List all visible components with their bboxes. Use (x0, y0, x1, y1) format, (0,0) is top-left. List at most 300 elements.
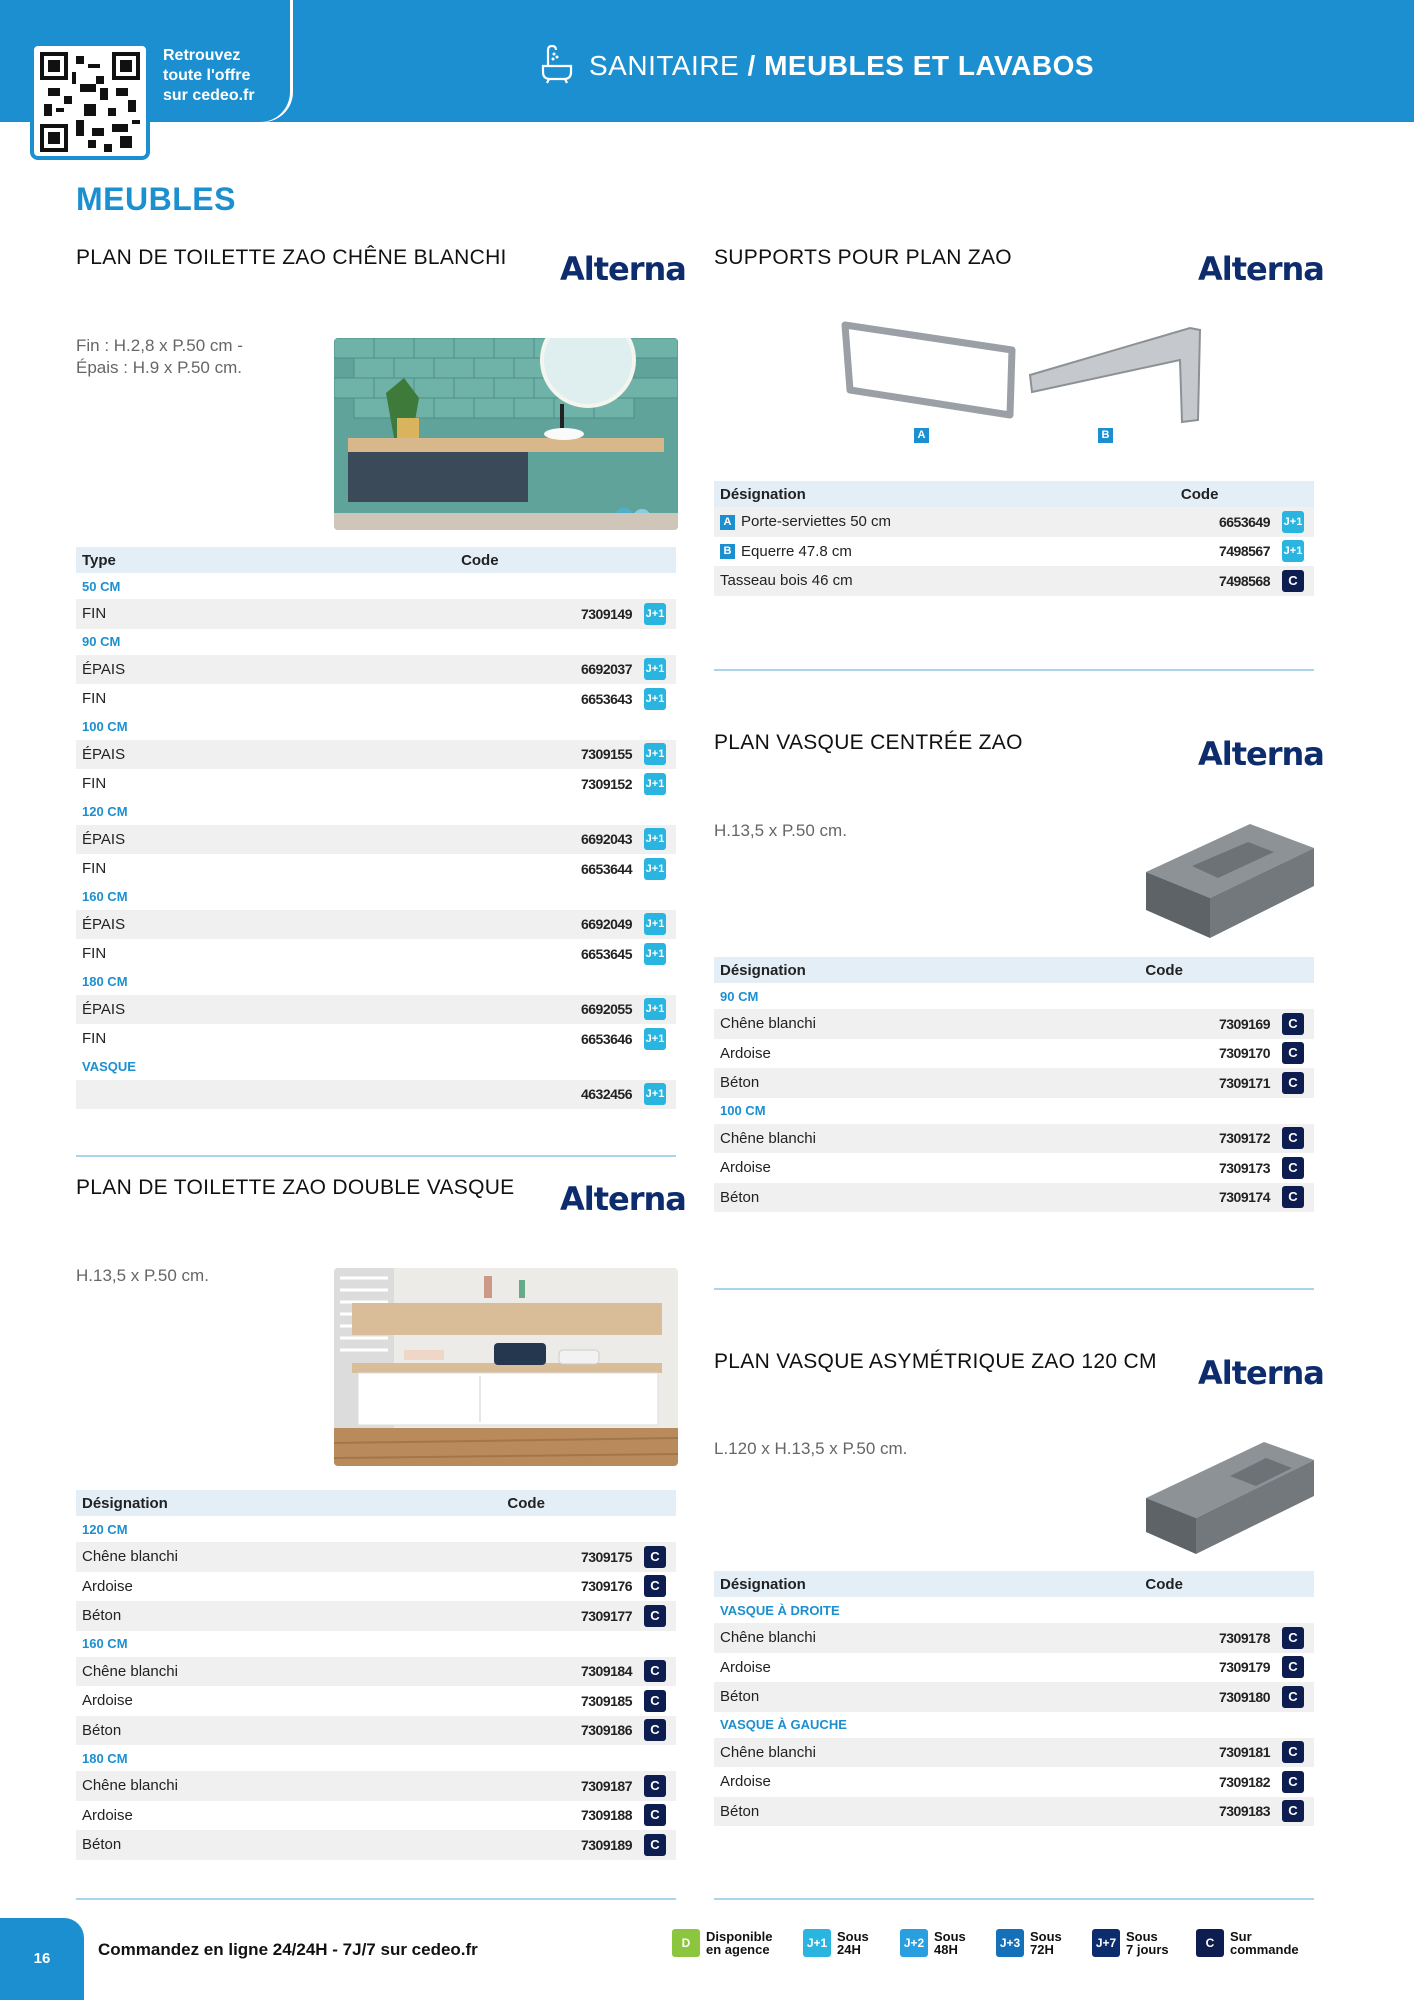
availability-cell (1276, 1039, 1314, 1069)
marker-b (1098, 427, 1119, 445)
row-label-cell (76, 655, 284, 685)
column-header-designation: Désignation (714, 481, 1085, 507)
row-label-cell (76, 939, 284, 969)
table-group-row (76, 1631, 676, 1657)
table-body (714, 983, 1314, 1212)
product-code: 7309155 (284, 740, 638, 770)
row-label: FIN (82, 605, 107, 623)
table-row[interactable] (76, 939, 676, 969)
availability-badge: J+1 (1282, 511, 1304, 533)
availability-badge: C (1282, 1686, 1304, 1708)
table-row[interactable] (76, 1801, 676, 1831)
row-label: Ardoise (82, 1806, 133, 1824)
group-label: 180 CM (82, 974, 128, 989)
table-body (714, 507, 1314, 596)
legend-item (1092, 1929, 1169, 1957)
availability-badge: J+1 (644, 998, 666, 1020)
column-header-designation: Désignation (76, 1490, 376, 1516)
product-code: 7309180 (1014, 1682, 1276, 1712)
product-dimensions (76, 1265, 209, 1287)
product-code: 6692037 (284, 655, 638, 685)
product-code: 7309152 (284, 769, 638, 799)
availability-badge: C (1282, 1771, 1304, 1793)
availability-cell (638, 769, 676, 799)
table-header (714, 957, 1314, 983)
availability-cell (1276, 1124, 1314, 1154)
row-label-cell (76, 1572, 376, 1602)
availability-badge: C (644, 1575, 666, 1597)
product-code: 7309188 (376, 1801, 638, 1831)
divider (76, 1155, 676, 1157)
legend-line: 7 jours (1126, 1942, 1169, 1957)
row-label: Béton (720, 1802, 760, 1820)
table-row[interactable] (76, 740, 676, 770)
asymmetric-basin-image (1142, 1438, 1318, 1558)
row-label-cell (76, 1601, 376, 1631)
row-label-cell (714, 1183, 1014, 1213)
product-code: 6653643 (284, 684, 638, 714)
product-reference-table (714, 481, 1314, 596)
table-group-row (76, 884, 676, 910)
table-group-row (76, 1054, 676, 1080)
dimension-line: H.13,5 x P.50 cm. (76, 1266, 209, 1285)
availability-badge: J+1 (644, 743, 666, 765)
availability-badge: C (1282, 1186, 1304, 1208)
table-row[interactable] (76, 1542, 676, 1572)
row-label: Porte-serviettes 50 cm (741, 513, 892, 531)
table-body (76, 573, 676, 1109)
table-row[interactable] (76, 1686, 676, 1716)
table-row[interactable] (714, 1653, 1314, 1683)
row-label: Ardoise (720, 1658, 771, 1676)
product-code: 7309177 (376, 1601, 638, 1631)
row-label-cell (714, 1124, 1014, 1154)
table-body (714, 1597, 1314, 1826)
table-header (714, 1571, 1314, 1597)
availability-cell (638, 1080, 676, 1110)
availability-badge: C (644, 1605, 666, 1627)
table-row[interactable] (714, 566, 1314, 596)
legend-text (1230, 1930, 1299, 1956)
row-label-cell (76, 854, 284, 884)
row-label: Tasseau bois 46 cm (720, 572, 853, 590)
availability-badge: C (644, 1834, 666, 1856)
table-row[interactable] (714, 1797, 1314, 1827)
availability-badge: J+1 (644, 603, 666, 625)
row-label-cell (76, 1024, 284, 1054)
column-header-code: Code (1014, 957, 1314, 983)
row-label-cell (76, 1771, 376, 1801)
table-group-row (76, 1745, 676, 1771)
product-title: PLAN DE TOILETTE ZAO DOUBLE VASQUE (76, 1176, 515, 1199)
availability-cell (638, 599, 676, 629)
group-label: 120 CM (82, 804, 128, 819)
row-label: FIN (82, 1030, 107, 1048)
table-row[interactable] (714, 1124, 1314, 1154)
row-label-cell (714, 1068, 1014, 1098)
column-header-designation: Désignation (714, 1571, 1014, 1597)
group-label: VASQUE (82, 1059, 136, 1074)
table-row[interactable] (714, 1623, 1314, 1653)
table-row[interactable] (714, 1009, 1314, 1039)
product-code: 6692055 (284, 995, 638, 1025)
product-code: 4632456 (284, 1080, 638, 1110)
availability-cell (638, 684, 676, 714)
product-title: SUPPORTS POUR PLAN ZAO (714, 246, 1012, 269)
table-row[interactable] (76, 1830, 676, 1860)
row-label: Chêne blanchi (82, 1548, 178, 1566)
group-label: 100 CM (720, 1103, 766, 1118)
row-label: Béton (720, 1688, 760, 1706)
row-label: ÉPAIS (82, 915, 126, 933)
product-code: 7309169 (1014, 1009, 1276, 1039)
table-row[interactable] (714, 1183, 1314, 1213)
row-label-cell (714, 1682, 1014, 1712)
availability-cell (1276, 1153, 1314, 1183)
footer-order-text[interactable]: Commandez en ligne 24/24H - 7J/7 sur cedeo.fr (98, 1940, 478, 1959)
row-label: ÉPAIS (82, 830, 126, 848)
availability-cell (638, 825, 676, 855)
row-marker: B (720, 544, 735, 559)
legend-line: Sous (1126, 1929, 1158, 1944)
availability-cell (638, 1542, 676, 1572)
table-row[interactable] (714, 1767, 1314, 1797)
centered-basin-image (1142, 820, 1318, 944)
table-row[interactable] (76, 599, 676, 629)
column-header-code: Code (1085, 481, 1314, 507)
product-code: 6653646 (284, 1024, 638, 1054)
availability-badge: C (1282, 1157, 1304, 1179)
row-label-cell (76, 825, 284, 855)
table-row[interactable] (76, 910, 676, 940)
row-label: FIN (82, 775, 107, 793)
table-row[interactable] (76, 1771, 676, 1801)
table-row[interactable] (714, 1738, 1314, 1768)
product-code: 7309181 (1014, 1738, 1276, 1768)
availability-cell (1276, 1767, 1314, 1797)
row-label: Chêne blanchi (82, 1777, 178, 1795)
availability-badge: J+1 (644, 688, 666, 710)
row-label-cell (76, 769, 284, 799)
legend-item (1196, 1929, 1299, 1957)
group-label: 180 CM (82, 1750, 128, 1766)
legend-line: en agence (706, 1942, 770, 1957)
availability-cell (638, 1801, 676, 1831)
availability-cell (1276, 1068, 1314, 1098)
table-row[interactable] (714, 1682, 1314, 1712)
row-label: Chêne blanchi (82, 1662, 178, 1680)
availability-badge: C (1282, 1013, 1304, 1035)
availability-cell (1276, 1797, 1314, 1827)
product-code: 7498567 (1085, 537, 1276, 567)
table-group-row (76, 714, 676, 740)
table-row[interactable] (714, 1068, 1314, 1098)
table-row[interactable] (714, 1153, 1314, 1183)
table-row[interactable] (76, 684, 676, 714)
legend-text (1030, 1930, 1062, 1956)
table-row[interactable] (714, 507, 1314, 537)
qr-caption-line: toute l'offre (163, 67, 251, 84)
availability-badge: C (644, 1546, 666, 1568)
product-code: 7309171 (1014, 1068, 1276, 1098)
table-group-row (714, 1712, 1314, 1738)
product-code: 7498568 (1085, 566, 1276, 596)
table-group-row (714, 983, 1314, 1009)
legend-badge: J+1 (803, 1929, 831, 1957)
dimension-line: Fin : H.2,8 x P.50 cm - (76, 336, 243, 355)
row-label: Equerre 47.8 cm (741, 542, 852, 560)
legend-line: 24H (837, 1942, 861, 1957)
table-row[interactable] (76, 1601, 676, 1631)
legend-text (706, 1930, 772, 1956)
group-label: VASQUE À DROITE (720, 1602, 840, 1618)
row-label-cell (76, 1542, 376, 1572)
row-label: FIN (82, 860, 107, 878)
availability-badge: J+1 (644, 1028, 666, 1050)
divider (76, 1898, 676, 1900)
table-group-row (76, 629, 676, 655)
brand-logo: Alterna (1198, 250, 1324, 288)
table-row[interactable] (714, 1039, 1314, 1069)
legend-line: Sur (1230, 1929, 1252, 1944)
row-label-cell (714, 566, 1085, 596)
header-subcategory: MEUBLES ET LAVABOS (764, 50, 1095, 81)
row-label-cell (76, 1801, 376, 1831)
row-label-cell (76, 740, 284, 770)
product-code: 7309178 (1014, 1623, 1276, 1653)
row-label: Béton (82, 1836, 122, 1854)
availability-badge: C (1282, 570, 1304, 592)
availability-badge: C (644, 1775, 666, 1797)
product-code: 7309186 (376, 1716, 638, 1746)
row-label: Béton (720, 1074, 760, 1092)
product-dimensions (714, 820, 847, 842)
availability-badge: J+1 (644, 943, 666, 965)
product-dimensions (76, 335, 243, 379)
product-code: 7309189 (376, 1830, 638, 1860)
marker-label: B (1098, 428, 1113, 443)
product-title: PLAN VASQUE ASYMÉTRIQUE ZAO 120 CM (714, 1350, 1157, 1373)
availability-badge: C (644, 1804, 666, 1826)
availability-cell (1276, 1183, 1314, 1213)
brand-logo: Alterna (1198, 1354, 1324, 1392)
availability-cell (638, 1830, 676, 1860)
availability-cell (1276, 1738, 1314, 1768)
table-header (76, 1490, 676, 1516)
row-label-cell (76, 1716, 376, 1746)
row-label-cell (76, 995, 284, 1025)
group-label: 160 CM (82, 889, 128, 904)
table-row[interactable] (76, 655, 676, 685)
table-row[interactable] (76, 1024, 676, 1054)
row-label-cell (76, 910, 284, 940)
availability-cell (1276, 1623, 1314, 1653)
row-label: Ardoise (720, 1044, 771, 1062)
legend-line: Sous (837, 1929, 869, 1944)
availability-cell (1276, 537, 1314, 567)
legend-item (672, 1929, 772, 1957)
group-label: 90 CM (720, 988, 759, 1004)
row-label: FIN (82, 945, 107, 963)
availability-cell (638, 1024, 676, 1054)
availability-badge: C (1282, 1627, 1304, 1649)
row-label-cell (714, 537, 1085, 567)
product-reference-table (714, 957, 1314, 1212)
availability-badge: J+1 (1282, 540, 1304, 562)
divider (714, 1288, 1314, 1290)
dimension-line: H.13,5 x P.50 cm. (714, 821, 847, 840)
row-label-cell (714, 1009, 1014, 1039)
qr-code[interactable] (30, 42, 150, 160)
table-row[interactable] (76, 1572, 676, 1602)
product-code: 7309173 (1014, 1153, 1276, 1183)
legend-line: 48H (934, 1942, 958, 1957)
row-label: Chêne blanchi (720, 1629, 816, 1647)
availability-cell (638, 1716, 676, 1746)
table-row[interactable] (76, 1657, 676, 1687)
group-label: 50 CM (82, 578, 121, 594)
product-code: 6692043 (284, 825, 638, 855)
row-label: Béton (82, 1721, 122, 1739)
legend-item (803, 1929, 869, 1957)
legend-text (934, 1930, 966, 1956)
divider (714, 669, 1314, 671)
availability-cell (638, 655, 676, 685)
product-dimensions (714, 1438, 907, 1460)
marker-a (914, 427, 935, 445)
availability-badge: J+1 (644, 828, 666, 850)
row-label: Béton (82, 1607, 122, 1625)
brand-logo: Alterna (1198, 735, 1324, 773)
legend-badge: J+2 (900, 1929, 928, 1957)
product-photo (334, 338, 678, 530)
table-row[interactable] (76, 1716, 676, 1746)
availability-cell (638, 910, 676, 940)
product-code: 7309176 (376, 1572, 638, 1602)
group-label: 160 CM (82, 1636, 128, 1651)
row-label-cell (76, 599, 284, 629)
product-code: 6653644 (284, 854, 638, 884)
row-label-cell (714, 1653, 1014, 1683)
availability-badge: C (1282, 1656, 1304, 1678)
row-label-cell (714, 507, 1085, 537)
group-label: VASQUE À GAUCHE (720, 1717, 847, 1732)
availability-badge: C (644, 1719, 666, 1741)
table-row[interactable] (76, 769, 676, 799)
divider (714, 1898, 1314, 1900)
product-code: 7309182 (1014, 1767, 1276, 1797)
table-group-row (76, 969, 676, 995)
column-header-code: Code (1014, 1571, 1314, 1597)
group-label: 100 CM (82, 719, 128, 734)
availability-badge: C (1282, 1800, 1304, 1822)
product-title: PLAN VASQUE CENTRÉE ZAO (714, 731, 1023, 754)
product-code: 7309183 (1014, 1797, 1276, 1827)
availability-badge: J+1 (644, 913, 666, 935)
row-label: Chêne blanchi (720, 1743, 816, 1761)
page-header-title (589, 50, 1094, 82)
product-code: 7309185 (376, 1686, 638, 1716)
availability-cell (638, 1601, 676, 1631)
legend-badge: D (672, 1929, 700, 1957)
legend-line: Sous (1030, 1929, 1062, 1944)
bathtub-icon (540, 44, 574, 84)
header-separator: / (747, 50, 756, 81)
table-row[interactable] (76, 854, 676, 884)
row-label: Chêne blanchi (720, 1015, 816, 1033)
product-code: 7309174 (1014, 1183, 1276, 1213)
row-label-cell (714, 1039, 1014, 1069)
row-label: ÉPAIS (82, 745, 126, 763)
brand-logo: Alterna (560, 1180, 686, 1218)
product-reference-table (76, 1490, 676, 1860)
qr-code-icon (40, 52, 140, 152)
row-label: Ardoise (82, 1692, 133, 1710)
table-row[interactable] (76, 995, 676, 1025)
table-group-row (76, 799, 676, 825)
row-label-cell (714, 1797, 1014, 1827)
page-number: 16 (0, 1918, 84, 2000)
availability-cell (638, 939, 676, 969)
row-label-cell (714, 1767, 1014, 1797)
table-row[interactable] (76, 1080, 676, 1110)
table-group-row (76, 1516, 676, 1542)
product-code: 7309175 (376, 1542, 638, 1572)
row-label: Ardoise (720, 1159, 771, 1177)
legend-line: 72H (1030, 1942, 1054, 1957)
row-label: Ardoise (720, 1773, 771, 1791)
row-label-cell (76, 1080, 284, 1110)
product-code: 7309187 (376, 1771, 638, 1801)
marker-label: A (914, 428, 929, 443)
availability-badge: J+1 (644, 858, 666, 880)
table-group-row (76, 573, 676, 599)
availability-cell (1276, 566, 1314, 596)
row-label: ÉPAIS (82, 660, 126, 678)
legend-badge: J+3 (996, 1929, 1024, 1957)
towel-bar-and-bracket-image (830, 320, 1216, 450)
table-row[interactable] (76, 825, 676, 855)
availability-badge: C (1282, 1042, 1304, 1064)
table-row[interactable] (714, 537, 1314, 567)
legend-item (996, 1929, 1062, 1957)
dimension-line: Épais : H.9 x P.50 cm. (76, 358, 242, 377)
availability-cell (638, 1572, 676, 1602)
product-code: 7309172 (1014, 1124, 1276, 1154)
section-title: MEUBLES (76, 181, 236, 217)
column-header-code: Code (376, 1490, 676, 1516)
table-group-row (714, 1597, 1314, 1623)
row-label-cell (76, 684, 284, 714)
row-label: FIN (82, 690, 107, 708)
availability-cell (638, 854, 676, 884)
qr-caption-line: sur cedeo.fr (163, 87, 255, 104)
availability-cell (638, 1771, 676, 1801)
column-header-type: Type (76, 547, 284, 573)
availability-cell (638, 995, 676, 1025)
product-code: 7309184 (376, 1657, 638, 1687)
legend-badge: C (1196, 1929, 1224, 1957)
table-body (76, 1516, 676, 1860)
row-label-cell (76, 1657, 376, 1687)
product-code: 6692049 (284, 910, 638, 940)
row-label-cell (76, 1686, 376, 1716)
product-code: 6653649 (1085, 507, 1276, 537)
dimension-line: L.120 x H.13,5 x P.50 cm. (714, 1439, 908, 1458)
qr-panel (0, 0, 290, 122)
table-header (714, 481, 1314, 507)
brand-logo: Alterna (560, 250, 686, 288)
